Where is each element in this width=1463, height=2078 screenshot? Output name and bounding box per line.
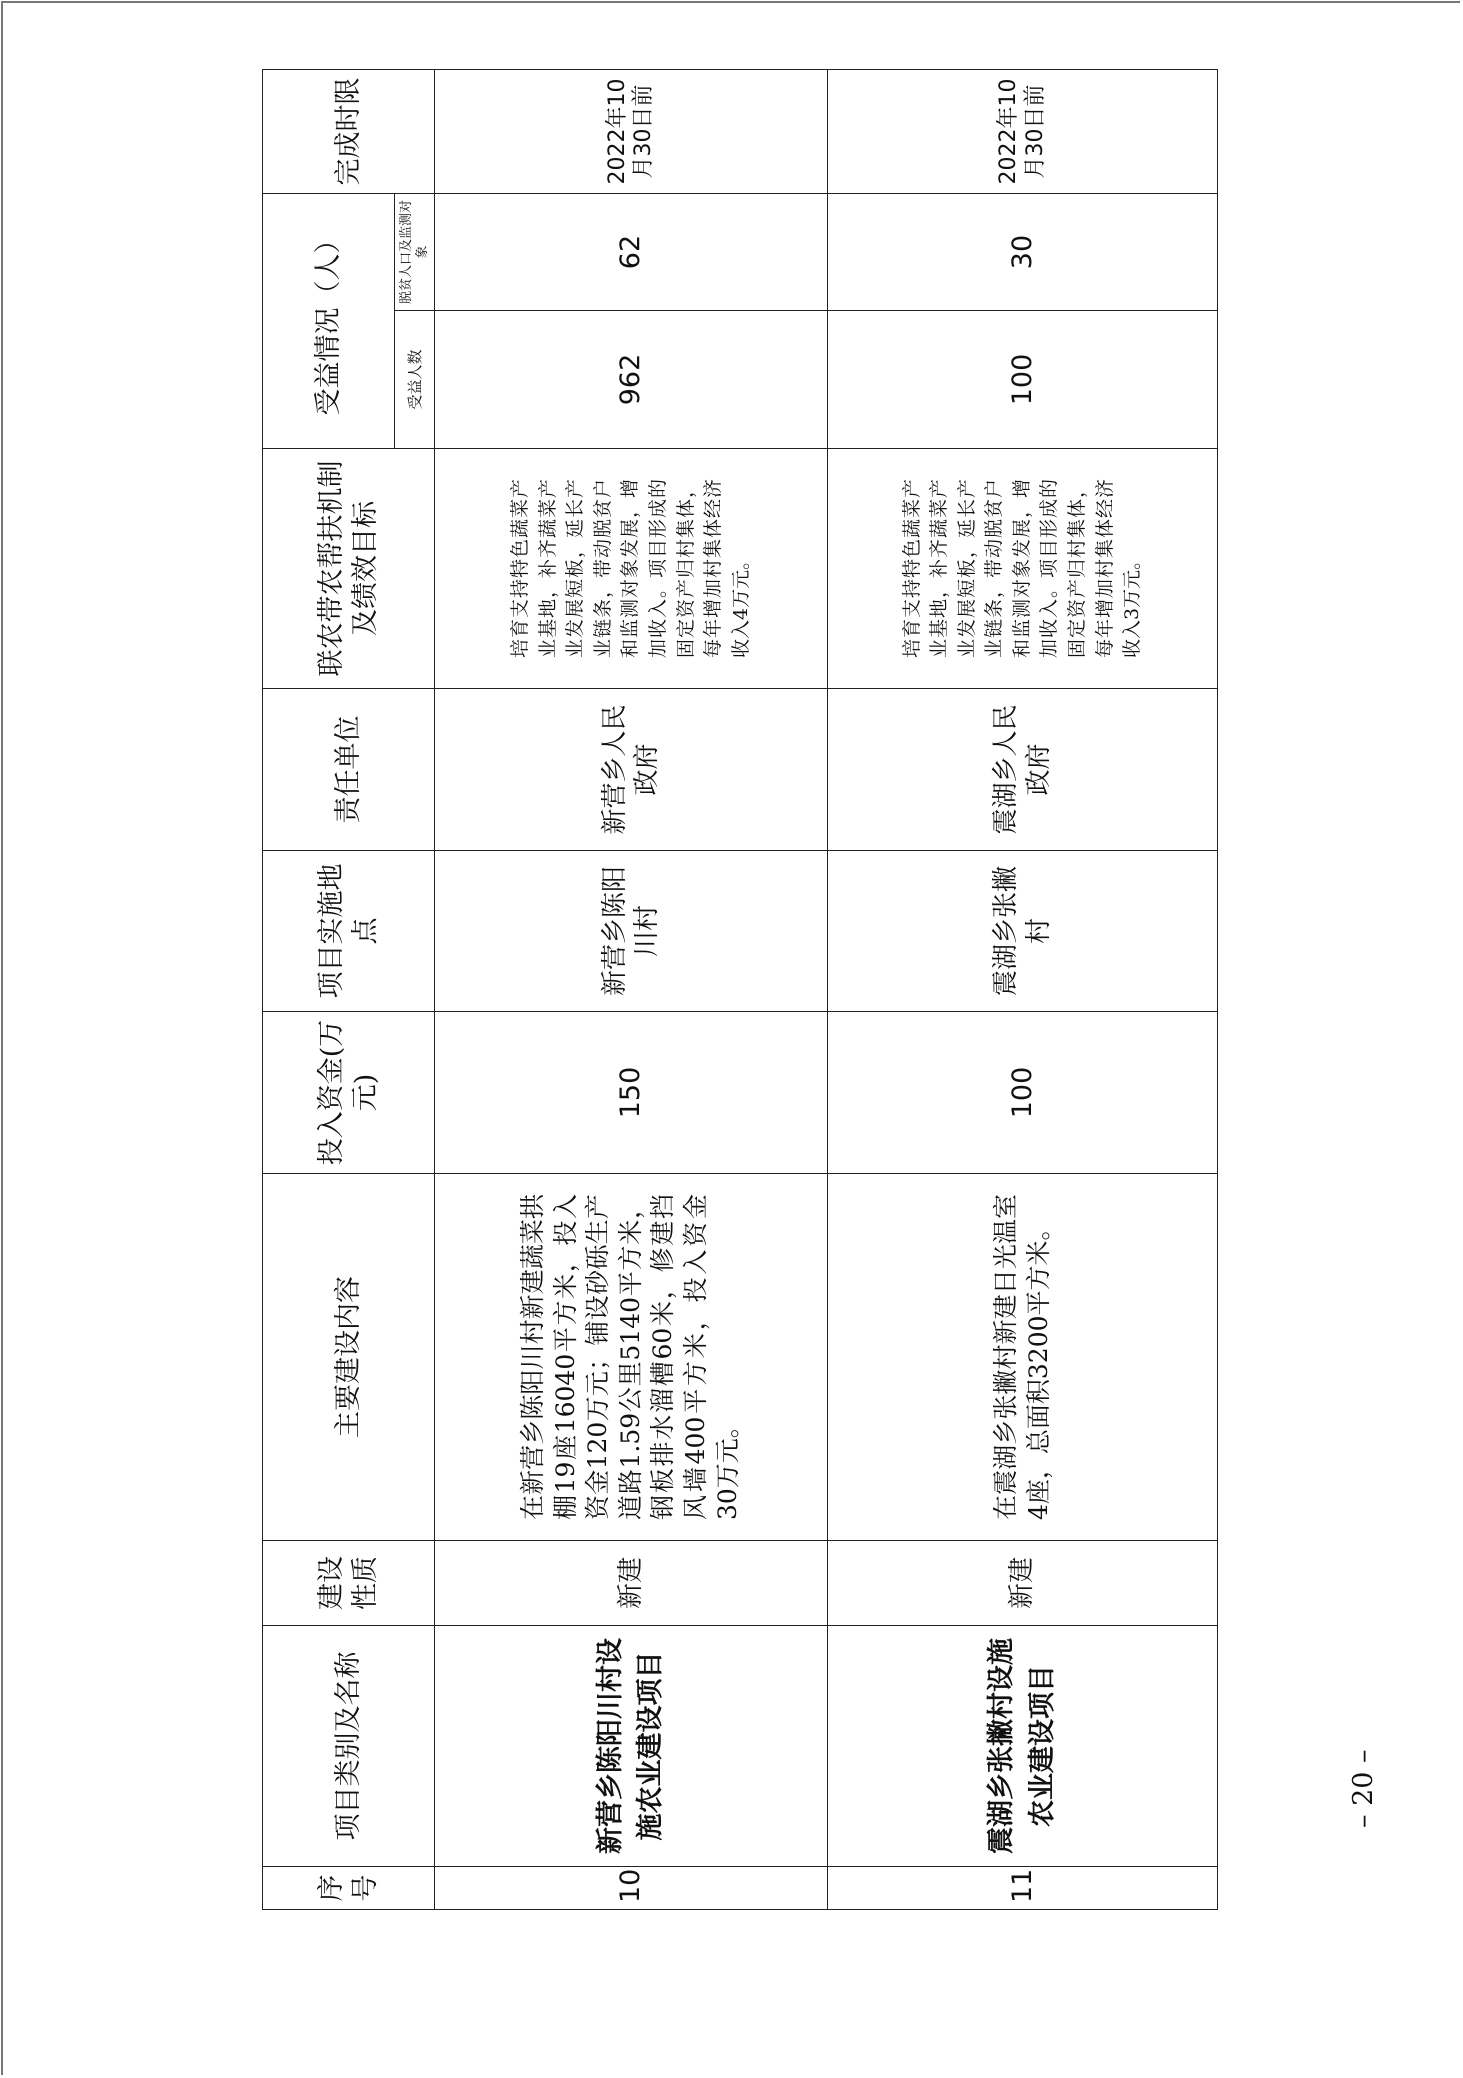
header-benefit: 受益情况（人） — [263, 194, 395, 449]
row-seq: 11 — [828, 1867, 1218, 1910]
row-name: 新营乡陈阳川村设施农业建设项目 — [435, 1626, 828, 1867]
header-deadline: 完成时限 — [263, 70, 435, 194]
row-benefit-total: 962 — [435, 311, 828, 449]
row-funds: 150 — [435, 1012, 828, 1174]
header-funds: 投入资金(万元) — [263, 1012, 435, 1174]
header-benefit-total: 受益人数 — [395, 311, 435, 449]
row-location: 新营乡陈阳川村 — [435, 851, 828, 1012]
header-unit: 责任单位 — [263, 689, 435, 851]
row-benefit-poor: 30 — [828, 194, 1218, 311]
row-nature: 新建 — [435, 1541, 828, 1626]
row-goal: 培育支持特色蔬菜产业基地，补齐蔬菜产业发展短板，延长产业链条，带动脱贫户和监测对象发展，增加收入。项目形成的固定资产归村集体，每年增加村集体经济收入3万元。 — [828, 449, 1218, 689]
row-benefit-total: 100 — [828, 311, 1218, 449]
header-nature: 建设性质 — [263, 1541, 435, 1626]
row-benefit-poor: 62 — [435, 194, 828, 311]
page-number: – 20 – — [1348, 1749, 1379, 1828]
table-row — [435, 70, 828, 1910]
header-seq: 序号 — [263, 1867, 435, 1910]
header-row — [263, 70, 395, 1910]
row-content: 在震湖乡张撇村新建日光温室4座，总面积3200平方米。 — [828, 1174, 1218, 1541]
header-goal: 联农带农帮扶机制及绩效目标 — [263, 449, 435, 689]
header-benefit-poor: 脱贫人口及监测对象 — [395, 194, 435, 311]
row-unit: 震湖乡人民政府 — [828, 689, 1218, 851]
row-goal: 培育支持特色蔬菜产业基地，补齐蔬菜产业发展短板，延长产业链条，带动脱贫户和监测对象发展，增加收入。项目形成的固定资产归村集体，每年增加村集体经济收入4万元。 — [435, 449, 828, 689]
table-row — [828, 70, 1218, 1910]
row-seq: 10 — [435, 1867, 828, 1910]
row-deadline: 2022年10月30日前 — [828, 70, 1218, 194]
project-table — [262, 69, 1218, 1910]
row-location: 震湖乡张撇村 — [828, 851, 1218, 1012]
row-name: 震湖乡张撇村设施农业建设项目 — [828, 1626, 1218, 1867]
header-content: 主要建设内容 — [263, 1174, 435, 1541]
row-funds: 100 — [828, 1012, 1218, 1174]
row-nature: 新建 — [828, 1541, 1218, 1626]
row-deadline: 2022年10月30日前 — [435, 70, 828, 194]
row-unit: 新营乡人民政府 — [435, 689, 828, 851]
header-location: 项目实施地点 — [263, 851, 435, 1012]
row-content: 在新营乡陈阳川村新建蔬菜拱棚19座16040平方米，投入资金120万元；铺设砂砾生产道路1.59公里5140平方米，钢板排水溜槽60米，修建挡风墙400平方米，投入资金30万元。 — [435, 1174, 828, 1541]
rotated-table-sheet — [262, 70, 1177, 1910]
header-name: 项目类别及名称 — [263, 1626, 435, 1867]
